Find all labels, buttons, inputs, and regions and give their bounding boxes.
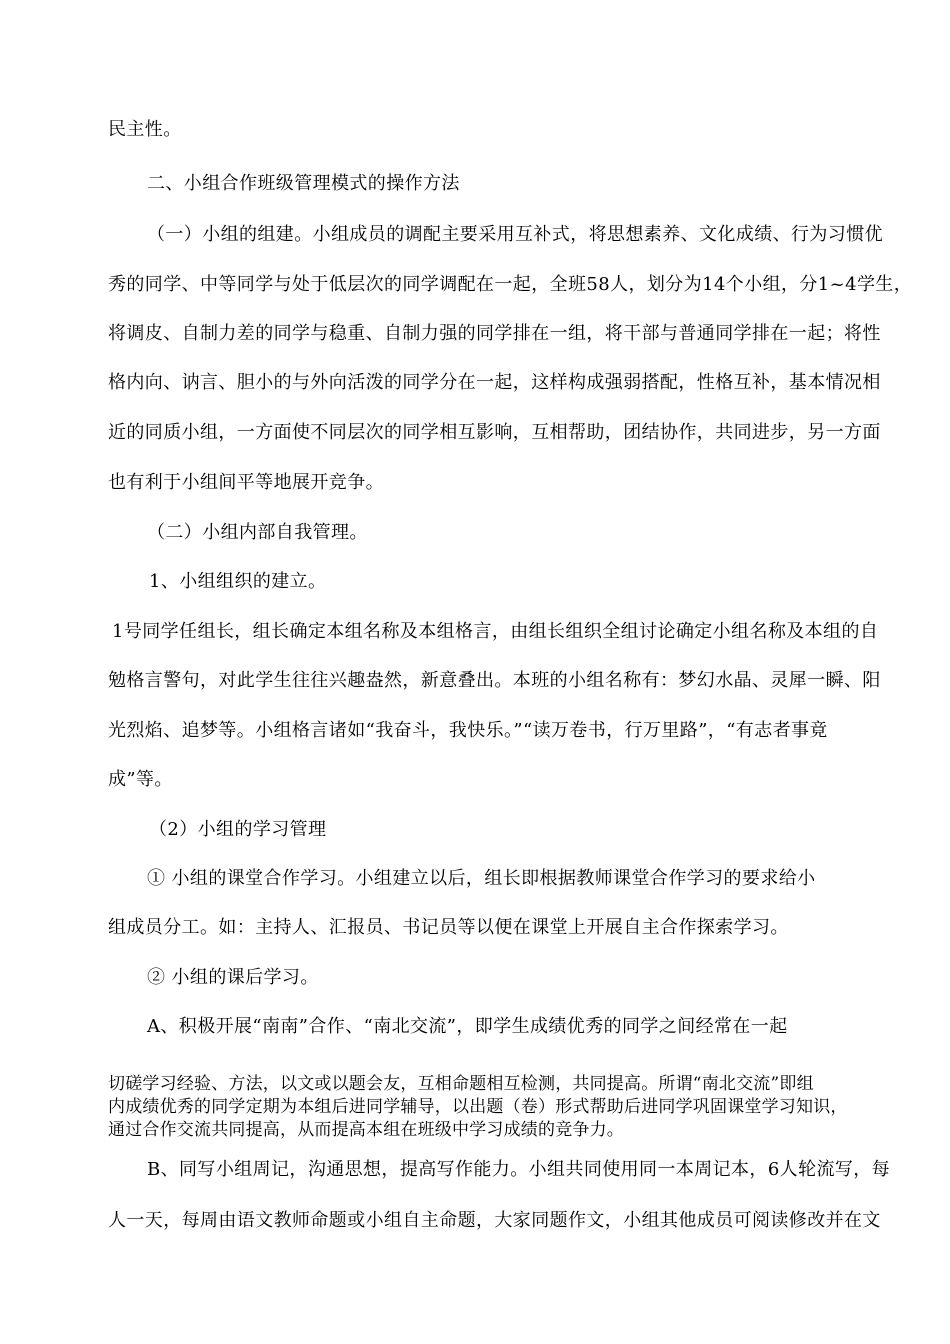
paragraph-line: 1号同学任组长，组长确定本组名称及本组格言，由组长组织全组讨论确定小组名称及本组的自 xyxy=(112,621,879,642)
subsection-heading: ② 小组的课后学习。 xyxy=(147,967,319,988)
paragraph-line: 人一天，每周由语文教师命题或小组自主命题，大家同题作文，小组其他成员可阅读修改并在文 xyxy=(108,1210,881,1231)
paragraph-line: 组成员分工。如：主持人、汇报员、书记员等以便在课堂上开展自主合作探索学习。 xyxy=(108,917,789,938)
subsection-heading: （二）小组内部自我管理。 xyxy=(147,522,368,543)
paragraph-line: 勉格言警句，对此学生往往兴趣盎然，新意叠出。本班的小组名称有：梦幻水晶、灵犀一瞬、阳 xyxy=(108,670,881,691)
paragraph-line: 将调皮、自制力差的同学与稳重、自制力强的同学排在一组，将干部与普通同学排在一起；将性 xyxy=(108,323,881,344)
section-heading: 二、小组合作班级管理模式的操作方法 xyxy=(147,173,460,194)
paragraph-line: 成”等。 xyxy=(108,769,173,790)
paragraph-line: 近的同质小组，一方面使不同层次的同学相互影响，互相帮助，团结协作，共同进步，另一方面 xyxy=(108,422,881,443)
paragraph-line: 通过合作交流共同提高，从而提高本组在班级中学习成绩的竞争力。 xyxy=(108,1120,624,1140)
paragraph-line: （一）小组的组建。小组成员的调配主要采用互补式，将思想素养、文化成绩、行为习惯优 xyxy=(147,224,883,245)
subsection-heading: 1、小组组织的建立。 xyxy=(149,571,327,592)
paragraph-line: 切磋学习经验、方法，以文或以题会友，互相命题相互检测，共同提高。所谓“南北交流”即组 xyxy=(108,1074,814,1094)
paragraph-line: 光烈焰、追梦等。小组格言诸如“我奋斗，我快乐。”“读万卷书，行万里路”，“有志者事竟 xyxy=(108,720,828,741)
subsection-heading: （2）小组的学习管理 xyxy=(149,819,327,840)
paragraph-line: 也有利于小组间平等地展开竞争。 xyxy=(108,472,384,493)
paragraph-line: A、积极开展“南南”合作、“南北交流”，即学生成绩优秀的同学之间经常在一起 xyxy=(147,1016,788,1037)
paragraph-line: B、同写小组周记，沟通思想，提高写作能力。小组共同使用同一本周记本，6人轮流写，每 xyxy=(147,1159,891,1180)
paragraph-line: 秀的同学、中等同学与处于低层次的同学调配在一起，全班58人，划分为14个小组，分1~4学生， xyxy=(108,274,913,295)
paragraph-line: 内成绩优秀的同学定期为本组后进同学辅导，以出题（卷）形式帮助后进同学巩固课堂学习知识， xyxy=(108,1097,848,1117)
paragraph-line: 格内向、讷言、胆小的与外向活泼的同学分在一起，这样构成强弱搭配，性格互补，基本情况相 xyxy=(108,372,881,393)
paragraph-line: 民主性。 xyxy=(108,119,182,140)
paragraph-line: ① 小组的课堂合作学习。小组建立以后，组长即根据教师课堂合作学习的要求给小 xyxy=(147,868,816,889)
